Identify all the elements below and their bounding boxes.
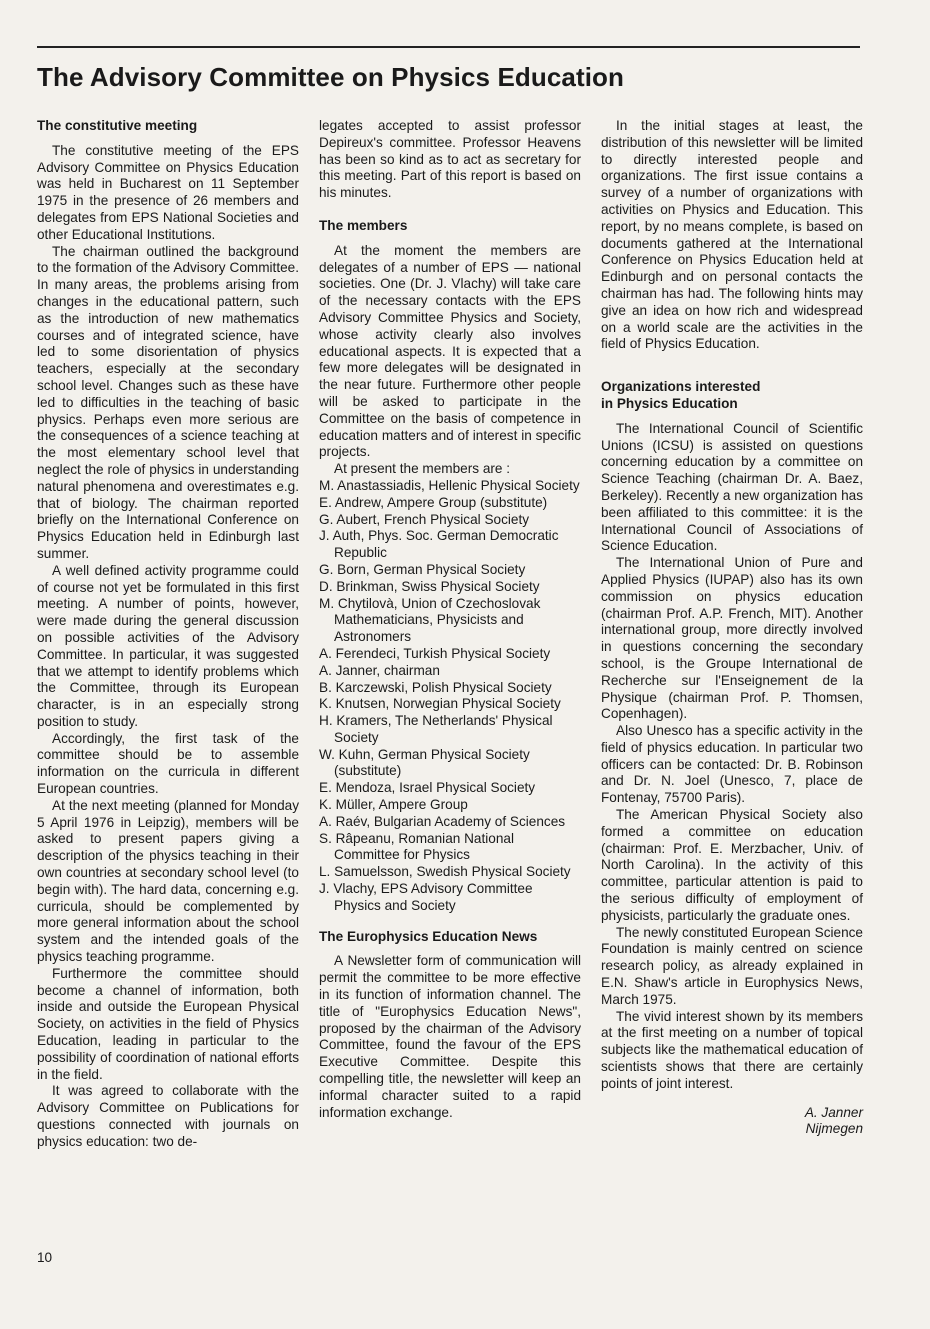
list-item: E. Andrew, Ampere Group (substitute) <box>319 494 548 510</box>
paragraph: The newly constituted European Science Foundation is mainly centred on science research policy, as already explained in E.N. Shaw's article in Europhysics News, March 1975. <box>601 924 863 1007</box>
paragraph: In the initial stages at least, the distribution of this newsletter will be limited to directly interested people and organizations. The first issue contains a survey of a number of organizations with activities on Physics and Education. This report, by no means complete, is based on documents gathered at the International Conference on Physics Education held at Edinburgh and on personal contacts the chairman has had. The following hints may give an idea on how rich and widespread on a world scale are the activities in the field of Physics Education. <box>601 118 863 352</box>
paragraph: The vivid interest shown by its members at the first meeting on a number of topical subjects like the mathematical education of scientists shows that there are certainly points of joint interest. <box>601 1008 863 1091</box>
list-item: A. Ferendeci, Turkish Physical Society <box>319 645 551 661</box>
list-item: G. Aubert, French Physical Society <box>319 511 530 527</box>
column-3 <box>601 118 863 1138</box>
list-item: M. Anastassiadis, Hellenic Physical Society <box>319 477 580 493</box>
section-heading-members: The members <box>319 217 408 233</box>
heading-line: in Physics Education <box>601 395 738 411</box>
section-heading-organizations <box>601 379 863 413</box>
list-item: E. Mendoza, Israel Physical Society <box>319 780 536 796</box>
list-item: M. Chytilovà, Union of Czechoslovak Mathematicians, Physicists and Astronomers <box>319 595 541 645</box>
list-item: A. Janner, chairman <box>319 662 440 678</box>
paragraph: A well defined activity programme could of course not yet be formulated in this first meeting. A number of points, however, were made during the general discussion on possible activities of the Advisory Committee. In particular, it was suggested that we attempt to identify problems which the Committee, through its European character, is in an especially strong position to study. <box>37 562 299 729</box>
signature <box>601 1105 863 1139</box>
members-list <box>319 478 581 915</box>
page-title: The Advisory Committee on Physics Education <box>37 62 625 92</box>
paragraph: Also Unesco has a specific activity in the field of physics education. In particular two officers can be contacted: Dr. B. Robinson and Dr. N. Joel (Unesco, 7, place de Fontenay, 75700 Paris). <box>601 723 863 806</box>
paragraph: The International Council of Scientific Unions (ICSU) is assisted on questions concerning education by a committee on Science Teaching (chairman Dr. A. Baez, Berkeley). Recently a new organization has been affiliated to this committee: it is the International Council of Associations of Science Education. <box>601 420 863 554</box>
list-item: G. Born, German Physical Society <box>319 561 526 577</box>
list-item: W. Kuhn, German Physical Society (substitute) <box>319 746 530 779</box>
signature-name: A. Janner <box>804 1104 863 1120</box>
section-heading-constitutive-meeting: The constitutive meeting <box>37 118 198 133</box>
paragraph: At the moment the members are delegates of a number of EPS — national societies. One (Dr. J. Vlachy) will take care of the necessary contacts with the EPS Advisory Committee Physics and Society, whose activity clearly also involves educational aspects. It is expected that a few more delegates will be designated in the near future. Furthermore other people will be asked to participate in the Committee on the basis of competence in education matters and of interest in specific projects. <box>319 242 581 460</box>
paragraph: A Newsletter form of communication will permit the committee to be more effective in its function of information channel. The title of "Europhysics Education News", proposed by the chairman of the Advisory Committee, found the favour of the EPS Executive Committee. Despite this compelling title, the newsletter will keep an informal character suited to a rapid information exchange. <box>319 953 581 1120</box>
paragraph: The American Physical Society also formed a committee on education (chairman: Prof. E. Merzbacher, Univ. of North Carolina). In the activity of this committee, particular attention is paid to the serious difficulty of employment of physicists, particularly the graduate ones. <box>601 807 863 923</box>
list-item: J. Vlachy, EPS Advisory Committee Physics and Society <box>319 881 533 913</box>
paragraph: The constitutive meeting of the EPS Advisory Committee on Physics Education was held in Bucharest on 11 September 1975 in the presence of 26 members and delegates from EPS National Societies and other Educational Institutions. <box>37 142 299 242</box>
list-item: L. Samuelsson, Swedish Physical Society <box>319 864 571 880</box>
paragraph: At present the members are : <box>334 461 511 477</box>
page-number: 10 <box>37 1250 53 1265</box>
signature-place: Nijmegen <box>805 1121 863 1137</box>
column-2 <box>319 118 581 1121</box>
list-item: A. Raév, Bulgarian Academy of Sciences <box>319 813 566 829</box>
list-item: J. Auth, Phys. Soc. German Democratic Republic <box>319 528 559 561</box>
list-item: H. Kramers, The Netherlands' Physical Society <box>319 713 553 745</box>
paragraph: The chairman outlined the background to the formation of the Advisory Committee. In many areas, the problems arising from changes in the educational pattern, such as the introduction of new mathematics courses and of integrated science, have led to some disorientation of physics teachers, especially at the secondary school level. Changes such as these have led to difficulties in the teaching of basic physics. Perhaps even more serious are the consequences of a science teaching at the most elementary school level that neglect the role of physics in understanding natural phenomena and overestimates e.g. that of biology. The chairman reported briefly on the International Conference on Physics Education held in Edinburgh last summer. <box>37 243 299 561</box>
list-item: K. Knutsen, Norwegian Physical Society <box>319 696 561 712</box>
list-item: B. Karczewski, Polish Physical Society <box>319 679 552 695</box>
section-heading-europhysics-news: The Europhysics Education News <box>319 928 538 944</box>
paragraph: The International Union of Pure and Applied Physics (IUPAP) also has its own commission on physics education (chairman Prof. A.P. French, MIT). Another international group, more directly involved in questions concerning the secondary school, is the Groupe International de Recherche sur l'Enseignement de la Physique (chairman Prof. P. Thomsen, Copenhagen). <box>601 555 863 722</box>
paragraph: It was agreed to collaborate with the Advisory Committee on Publications for questions connected with journals on physics education: two de- <box>37 1083 299 1149</box>
paragraph: At the next meeting (planned for Monday 5 April 1976 in Leipzig), members will be asked to present papers giving a description of the physics teaching in their own countries at secondary school level (to begin with). The hard data, concerning e.g. curricula, should be complemented by more general information about the school system and the intended goals of the physics teaching programme. <box>37 797 299 965</box>
list-item: S. Râpeanu, Romanian National Committee for Physics <box>319 830 514 863</box>
list-item: D. Brinkman, Swiss Physical Society <box>319 578 540 594</box>
paragraph-continued: legates accepted to assist professor Depireux's committee. Professor Heavens has been so kind as to act as secretary for this meeting. Part of this report is based on his minutes. <box>319 118 581 201</box>
column-1 <box>37 118 299 1151</box>
paragraph: Accordingly, the first task of the committee should be to assemble information on the curricula in different European countries. <box>37 730 299 797</box>
list-item: K. Müller, Ampere Group <box>319 797 468 813</box>
heading-line: Organizations interested <box>601 379 761 395</box>
paragraph: Furthermore the committee should become a channel of information, both inside and outside the European Physical Society, on activities in the field of Physics Education, leading in particular to the possibility of coordination of national efforts in the field. <box>37 965 299 1082</box>
top-rule <box>37 46 860 48</box>
